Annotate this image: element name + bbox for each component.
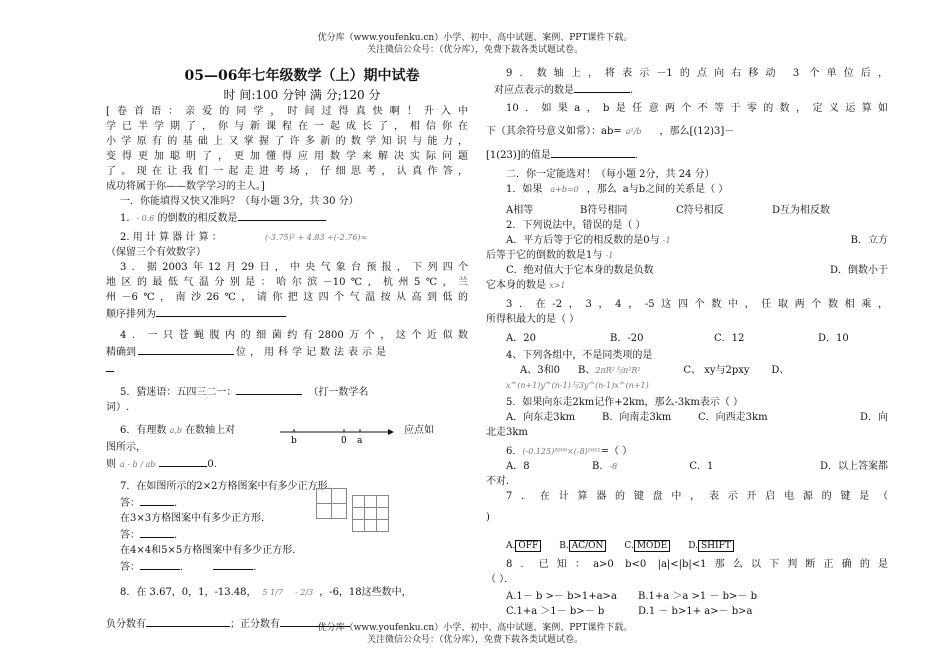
question-6 [106, 423, 468, 446]
q14-line-3 [486, 378, 888, 393]
q6-math: a,b [169, 426, 182, 435]
q13-line: 所得积最大的是（ ） [486, 314, 580, 325]
section-2-heading: 二．你一定能选对！（每小题 2分，共 24 分） [506, 169, 715, 180]
q18-line-2: （ ）． [486, 574, 515, 585]
q7-period: . [253, 562, 257, 573]
q7-answer-blank-4[interactable] [213, 558, 253, 570]
q6-line-2: 图所示， [106, 442, 146, 453]
q4-line: 4．一只苍蝇腹内的细菌约有2800万个，这个近似数 [120, 330, 468, 341]
q15-option-c[interactable]: C．向西走3km [698, 412, 768, 423]
q12-line [486, 278, 888, 293]
q12-option-b-text[interactable]: B．立方 [850, 235, 888, 246]
q18-option-d[interactable]: D.1 － b>1+ a>－ b>a [638, 606, 753, 617]
preface-line: 小学原有的基础上又掌握了许多新的数学知识与能力， [106, 136, 468, 147]
q12-option-c[interactable] [486, 263, 888, 278]
q7-line: 在4×4和5×5方格图案中有多少正方形． [120, 545, 303, 556]
q18-options-row-2 [486, 604, 888, 619]
q3-line [106, 305, 468, 322]
q11-text-b: ，那么 [586, 184, 617, 195]
q1-math: - 0.6 [136, 214, 155, 223]
q16-option-b-math: -8 [609, 462, 618, 471]
q9-line: 9．数轴上，将表示－1的点向右移动 3 个单位后， [506, 68, 888, 79]
q6-answer-blank[interactable] [159, 455, 207, 467]
q15-line-3: 北走3km [486, 427, 528, 438]
q12-option-a[interactable] [486, 233, 888, 248]
q13-option-a[interactable]: A．20 [506, 333, 536, 344]
q7-answer-blank-1[interactable] [140, 494, 174, 506]
q8-math-2: - 2/3 [295, 588, 314, 597]
q14-line: 4、下列各组中，不是同类项的是 [506, 350, 653, 361]
q8-text-b: ，-6，18这些数中， [319, 587, 412, 598]
q7-answer-1 [106, 494, 468, 511]
q11-option-a[interactable]: A相等 [506, 205, 534, 216]
q4-text-a: 精确到 [106, 347, 136, 358]
q16-text: =（ ） [600, 446, 633, 457]
q13-line: 3．在-2，3，4，-5这四个数中，任取两个数相乘， [506, 299, 888, 310]
q7-answer-blank-2[interactable] [140, 526, 174, 538]
q5-line-2: 词）. [106, 402, 130, 413]
q3-line: 州－6℃，南沙26℃，请你把这四个气温按从高到低的 [106, 292, 468, 303]
ac-on-key[interactable]: AC/ON [569, 540, 607, 552]
question-16 [486, 444, 888, 459]
q11-option-b[interactable]: B符号相同 [580, 205, 628, 216]
exam-time-score: 时 间:100 分钟 满 分;120 分 [223, 88, 381, 102]
q3-line: 地区的最低气温分别是：哈尔滨－10℃，杭州5℃，兰 [106, 277, 468, 288]
q11-text-a: 1．如果 [506, 184, 543, 195]
q10-line-2 [486, 124, 888, 146]
q18-option-a[interactable]: A.1－ b >－ b>1+a>a [506, 591, 617, 602]
preface-line: 成功将属于你——数学学习的主人。] [106, 181, 265, 192]
q15-option-d[interactable]: D．向 [859, 412, 888, 423]
q16-line-3: 不对． [486, 476, 516, 487]
q9-line-2: 对应点表示的数是 . [486, 81, 888, 98]
q6-text-e: 则 [106, 459, 116, 470]
q11-option-d[interactable]: D互为相反数 [772, 205, 831, 216]
q18-option-c[interactable]: C.1+a ＞1－ b>－ b [506, 606, 605, 617]
q16-math: (-0.125)²⁰⁰⁰×(-8)²⁰⁰¹ [522, 447, 601, 456]
header-line-1: 优分库（www.youfenku.cn）小学、初中、高中试题、案例、PPT课件下载。 [317, 33, 633, 43]
q14-option-c[interactable]: C、 xy与2pxy [683, 365, 750, 376]
q12-option-d-cont: 它本身的数是 [486, 280, 546, 291]
q10-answer-blank[interactable] [551, 146, 635, 158]
q12-option-d-math: x>1 [549, 281, 566, 290]
q9-text: 对应点表示的数是 [494, 85, 574, 96]
q16-number: 6． [506, 446, 523, 457]
q7-period: . [174, 530, 178, 541]
q14-option-d-math: x^(n+1)y^(n-1)与3y^(n-1)x^(n+1) [506, 381, 649, 390]
q1-answer-blank[interactable] [238, 209, 326, 221]
q2-math: (-3.75)² + 4.83 ÷(-2.76)≈ [264, 233, 368, 242]
section-1-heading: 一．你能填得又快又准吗？（每小题 3分，共 30 分） [120, 196, 359, 207]
footer-line-1: 优分库（www.youfenku.cn）小学、初中、高中试题、案例、PPT课件下载。 [317, 623, 633, 633]
q6-line-3 [106, 455, 468, 479]
q6-fraction: a - b / ab [120, 460, 156, 469]
q4-line [106, 343, 468, 360]
q7-answer-label: 答： [120, 498, 140, 509]
off-key[interactable]: OFF [515, 540, 541, 552]
q2-note: （保留三个有效数字） [106, 247, 206, 258]
preface-line: 了。现在让我们一起走进考场，仔细思考，认真作答， [106, 166, 468, 177]
question-5 [106, 383, 468, 400]
q7-line: 7．在如图所示的2×2方格图案中有多少正方形． [120, 481, 338, 492]
q6-text-f: 0. [207, 459, 217, 470]
q14-option-b-math: 2πR²与π²R² [595, 366, 641, 375]
q8-text-d: ；正分数有 [230, 619, 280, 630]
question-2 [106, 230, 468, 245]
q8-text-c: 负分数有 [106, 619, 146, 630]
q16-options [486, 459, 888, 474]
q5-answer-blank[interactable] [236, 383, 302, 395]
q17-option-b-label: B. [559, 541, 569, 551]
q5-text-b: （打一数学名 [308, 387, 369, 398]
q17-option-d-label: D. [688, 541, 698, 551]
q12-option-b-math: -1 [605, 251, 614, 260]
label-zero: 0 [341, 436, 347, 446]
q12-line: 2．下列说法中，错误的是（ ） [506, 220, 646, 231]
q17-line: 7．在计算器的键盘中，表示开启电源的键是（ [506, 491, 888, 502]
mode-key[interactable]: MODE [634, 540, 670, 552]
q14-option-a[interactable]: A、3和0 [520, 365, 560, 376]
q8-math-1: 5 1/7 [262, 588, 284, 597]
q7-period: . [180, 562, 184, 573]
q10-math: a²/b [625, 127, 642, 136]
q18-option-b[interactable]: B.1+a ＞a >1 － b>－ b [638, 591, 758, 602]
q12-option-a-text: A．平方后等于它的相反数的是0与 [506, 235, 660, 246]
q17-options [486, 539, 888, 554]
q11-math: a+b=0 [550, 185, 579, 194]
q10-text-a: 下（其余符号意义如常）：ab= [486, 126, 622, 137]
q16-option-b[interactable]: B． [592, 461, 610, 472]
q18-options-row-1 [486, 589, 888, 604]
q7-answer-label: 答： [120, 530, 140, 541]
right-column [486, 66, 888, 619]
grid-figure-3x3 [352, 495, 388, 531]
header-line-2: 关注微信公众号：（优分库），免费下载各类试题试卷。 [366, 45, 583, 55]
page-header [0, 32, 950, 56]
q3-answer-blank[interactable] [156, 305, 286, 317]
q7-answer-3 [106, 558, 468, 575]
q11-text-c: a与b之间的关系是（ ） [622, 184, 729, 195]
q5-text-a: 5．猜迷语：五四三二一： [120, 387, 237, 398]
number-line-arrow [388, 429, 394, 435]
q6-text-c: 应点如 [404, 425, 434, 436]
q8-text-a: 8．在 3.67，0，1，-13.48， [120, 587, 257, 598]
q3-line: 3．据2003年12月29日，中央气象台预报，下列四个 [120, 262, 468, 273]
q13-option-d[interactable]: D．10 [818, 333, 849, 344]
q7-answer-label: 答： [120, 562, 140, 573]
q1-text: 的倒数的相反数是 [154, 213, 238, 224]
q18-line: 8．已知：a>0 b<0 |a|<|b|<1那么以下判断正确的是 [506, 559, 888, 570]
q12-option-d-text[interactable]: D．倒数小于 [829, 265, 888, 276]
q4-answer-line [106, 360, 468, 377]
q12-option-c-text: C．绝对值大于它本身的数是负数 [506, 265, 654, 276]
q4-text-b: 位，用科学记数法表示是 [236, 347, 390, 358]
q10-line-3: [1(23)]的值是 . [486, 146, 888, 163]
q15-option-b[interactable]: B．向南走3km [602, 412, 672, 423]
q17-line-2: ) [486, 512, 490, 523]
q10-text-b: ，那么[(12)3]－ [659, 126, 735, 137]
q16-option-c[interactable]: C．1 [689, 461, 714, 472]
q10-text-c: [1(23)]的值是 [486, 150, 551, 161]
q14-option-b[interactable]: B、 [578, 365, 596, 376]
q16-option-a[interactable]: A．8 [506, 461, 530, 472]
grid-figure-2x2 [316, 488, 348, 520]
q15-option-a[interactable]: A．向东走3km [506, 412, 576, 423]
q13-option-c[interactable]: C．12 [714, 333, 745, 344]
page-title: 05—06年七年级数学（上）期中试卷 [184, 68, 420, 84]
q6-text-b: 在数轴上对 [185, 425, 236, 436]
q15-options [486, 410, 888, 425]
q10-line: 10．如果a，b是任意两个不等于零的数，定义运算如 [506, 103, 888, 114]
q7-answer-2 [106, 526, 468, 543]
q13-options [486, 331, 888, 346]
preface-line: [卷首语：亲爱的同学，时间过得真快啊！升入中 [106, 106, 468, 117]
preface-line: 变得更加聪明了，更加懂得应用数学来解决实际问题 [106, 151, 468, 162]
q14-options [486, 363, 888, 378]
q7-line: 在3×3方格图案中有多少正方形． [120, 513, 272, 524]
q13-option-b[interactable]: B．-20 [610, 333, 644, 344]
q12-option-b-cont: 后等于它的倒数的数是1与 [486, 250, 603, 261]
q12-line [486, 248, 888, 263]
q1-number: 1． [120, 213, 137, 224]
q11-option-c[interactable]: C符号相反 [676, 205, 724, 216]
question-8 [106, 585, 468, 609]
label-a: a [357, 436, 363, 446]
q4-answer-blank-1[interactable] [138, 343, 234, 355]
left-column [106, 66, 468, 632]
q3-text: 顺序排列为 [106, 309, 156, 320]
q9-answer-blank[interactable] [574, 81, 630, 93]
q16-option-d[interactable]: D．以上答案都 [819, 461, 888, 472]
q14-option-d[interactable]: D、 [771, 365, 790, 376]
shift-key[interactable]: SHIFT [698, 540, 734, 552]
q6-text-a: 6．有理数 [120, 425, 167, 436]
q17-option-c-label: C. [624, 541, 634, 551]
footer-line-2: 关注微信公众号：（优分库），免费下载各类试题试卷。 [366, 635, 583, 645]
question-11 [486, 182, 888, 197]
q11-options [486, 203, 888, 218]
q2-text: 2. 用 计 算 器 计 算 ： [120, 232, 222, 243]
label-b: b [291, 436, 297, 446]
page-footer [0, 622, 950, 646]
q7-period: . [174, 498, 178, 509]
q15-line: 5．如果向东走2km记作+2km，那么-3km表示（ ） [506, 397, 744, 408]
q4-answer-blank-2[interactable] [106, 360, 114, 372]
q7-answer-blank-3[interactable] [140, 558, 180, 570]
question-1 [106, 209, 468, 226]
q17-option-a-label: A. [506, 541, 516, 551]
preface-line: 学已半学期了，你与新课程在一起成长了，相信你在 [106, 121, 468, 132]
q12-option-a-math: -1 [662, 236, 671, 245]
